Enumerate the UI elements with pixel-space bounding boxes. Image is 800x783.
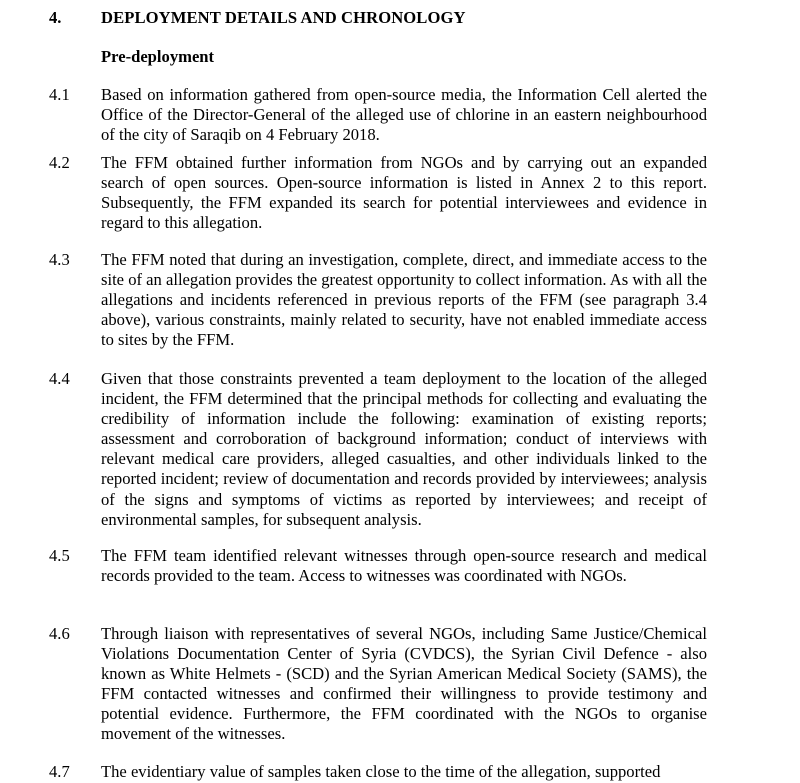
paragraph-text: The FFM team identified relevant witnesses through open-source research and medical records provided to the team. Access to witnesses was coordinated with NGOs.	[101, 546, 707, 586]
paragraph-text: Given that those constraints prevented a team deployment to the location of the alleged incident, the FFM determined that the principal methods for collecting and evaluating the credibility of information include the following: examination of existing reports; assessment and corroboration of background information; conduct of interviews with relevant medical care providers, alleged casualties, and other individuals linked to the reported incident; review of documentation and records provided by interviewees; analysis of the signs and symptoms of victims as reported by interviewees; and receipt of environmental samples, for subsequent analysis.	[101, 369, 707, 529]
paragraph-text: Through liaison with representatives of several NGOs, including Same Justice/Chemical Violations Documentation Center of Syria (CVDCS), the Syrian Civil Defence - also known as White Helmets - (SCD) and the Syrian American Medical Society (SAMS), the FFM contacted witnesses and confirmed their willingness to provide testimony and potential evidence. Furthermore, the FFM coordinated with the NGOs to organise movement of the witnesses.	[101, 624, 707, 744]
paragraph-number: 4.5	[49, 546, 70, 565]
paragraph-number: 4.7	[49, 762, 70, 781]
paragraph-number: 4.3	[49, 250, 70, 269]
paragraph-number: 4.1	[49, 85, 70, 104]
paragraph-text: The evidentiary value of samples taken close to the time of the allegation, supported	[101, 762, 661, 781]
paragraph-number: 4.2	[49, 153, 70, 172]
paragraph-text: The FFM obtained further information from NGOs and by carrying out an expanded search of open sources. Open-source information is listed in Annex 2 to this report. Subsequently, the FFM expanded its search for potential interviewees and evidence in regard to this allegation.	[101, 153, 707, 233]
paragraph-number: 4.4	[49, 369, 70, 388]
paragraph-number: 4.6	[49, 624, 70, 643]
paragraph-text: The FFM noted that during an investigation, complete, direct, and immediate access to the site of an allegation provides the greatest opportunity to collect information. As with all the allegations and incidents referenced in previous reports of the FFM (see paragraph 3.4 above), various constraints, mainly related to security, have not enabled immediate access to sites by the FFM.	[101, 250, 707, 350]
paragraph-text: Based on information gathered from open-source media, the Information Cell alerted the Office of the Director-General of the alleged use of chlorine in an eastern neighbourhood of the city of Saraqib on 4 February 2018.	[101, 85, 707, 145]
section-number: 4.	[49, 8, 62, 27]
subheading: Pre-deployment	[101, 47, 215, 66]
section-title: DEPLOYMENT DETAILS AND CHRONOLOGY	[101, 8, 466, 27]
